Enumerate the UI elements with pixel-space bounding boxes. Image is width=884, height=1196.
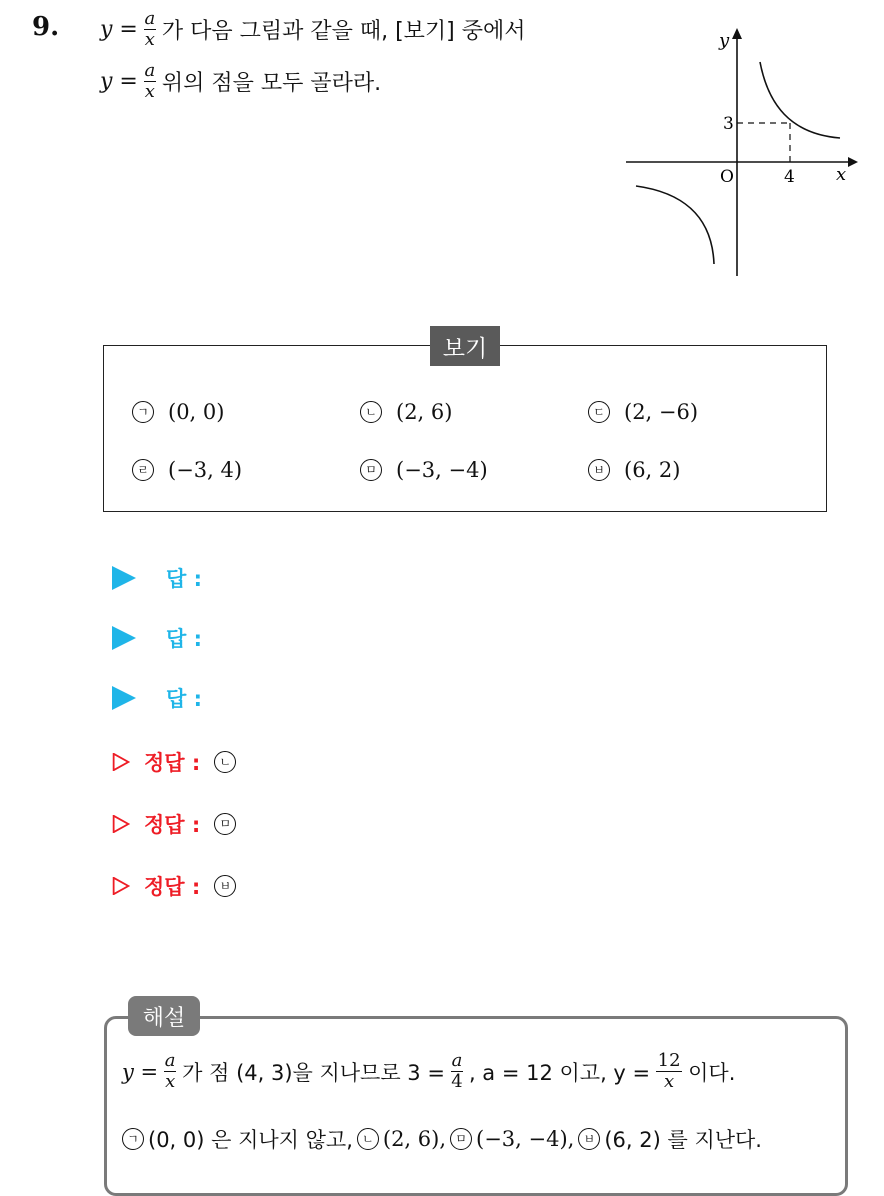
correct-answer-row — [112, 809, 236, 839]
option-point: (0, 0) — [168, 400, 225, 424]
solution-line-1 — [122, 1052, 735, 1091]
problem-text: 가 다음 그림과 같을 때, [보기] 중에서 — [161, 19, 526, 44]
bogi-option — [588, 458, 680, 482]
fraction-denominator: x — [165, 1071, 176, 1092]
fraction-denominator: 4 — [451, 1071, 463, 1092]
fraction-numerator: a — [451, 1050, 463, 1071]
option-marker: ㅁ — [450, 1128, 472, 1150]
fraction-numerator: 12 — [657, 1050, 681, 1071]
solution-text: y = — [122, 1059, 159, 1084]
option-point: (6, 2) — [624, 458, 681, 482]
solution-line-2 — [122, 1124, 762, 1154]
equation-lhs: y = — [100, 17, 138, 42]
correct-marker: ㅁ — [214, 813, 236, 835]
correct-label: 정답 : — [144, 813, 201, 837]
option-point: (−3, 4) — [168, 458, 243, 482]
bogi-option — [588, 400, 698, 424]
y-axis-arrow — [732, 28, 742, 39]
x-tick-label: 4 — [784, 167, 795, 187]
fraction — [144, 10, 156, 49]
option-marker: ㄱ — [132, 401, 154, 423]
fraction-denominator: x — [144, 29, 155, 50]
equation-lhs: y = — [100, 69, 138, 94]
fraction — [144, 62, 156, 101]
answer-label: 답 : — [166, 627, 202, 651]
problem-line-2 — [100, 62, 381, 101]
origin-label: O — [720, 167, 734, 187]
x-axis-arrow — [848, 157, 858, 167]
correct-answer-row — [112, 871, 236, 901]
bogi-box — [103, 345, 827, 512]
option-marker: ㄷ — [588, 401, 610, 423]
y-axis-label: y — [719, 30, 730, 51]
outline-triangle-icon — [112, 753, 130, 771]
option-point: (2, 6) — [396, 400, 453, 424]
option-point: (−3, −4) — [396, 458, 488, 482]
problem-line-1 — [100, 10, 526, 49]
hyperbola-graph — [620, 24, 860, 279]
option-marker: ㅂ — [588, 459, 610, 481]
correct-marker: ㄴ — [214, 751, 236, 773]
bogi-option — [360, 400, 452, 424]
correct-answer-row — [112, 747, 236, 777]
answer-row — [112, 563, 202, 593]
solution-text: (0, 0) 은 지나지 않고, — [148, 1128, 353, 1152]
fraction — [164, 1052, 176, 1091]
solution-text: 이다. — [688, 1060, 736, 1085]
correct-label: 정답 : — [144, 875, 201, 899]
correct-marker: ㅂ — [214, 875, 236, 897]
option-marker: ㅁ — [360, 459, 382, 481]
bogi-label: 보기 — [430, 326, 500, 366]
solution-text: 가 점 (4, 3)을 지나므로 3 = — [182, 1060, 445, 1085]
fraction-denominator: x — [144, 81, 155, 102]
problem-number: 9. — [32, 12, 60, 42]
solution-text: (2, 6), — [382, 1127, 447, 1151]
solution-label: 해설 — [128, 996, 200, 1036]
solution-box — [104, 1016, 848, 1196]
play-triangle-icon — [112, 686, 136, 710]
y-tick-label: 3 — [723, 114, 734, 134]
option-marker: ㄴ — [360, 401, 382, 423]
answer-row — [112, 623, 202, 653]
fraction-denominator: x — [664, 1071, 675, 1092]
answer-label: 답 : — [166, 567, 202, 591]
fraction-numerator: a — [164, 1050, 176, 1071]
option-marker: ㄱ — [122, 1128, 144, 1150]
option-marker: ㅂ — [578, 1128, 600, 1150]
outline-triangle-icon — [112, 815, 130, 833]
option-marker: ㄴ — [357, 1128, 379, 1150]
play-triangle-icon — [112, 566, 136, 590]
bogi-option — [132, 400, 224, 424]
bogi-option — [132, 458, 242, 482]
problem-text: 위의 점을 모두 골라라. — [161, 71, 382, 96]
fraction-numerator: a — [144, 8, 156, 29]
fraction — [451, 1052, 463, 1091]
option-point: (2, −6) — [624, 400, 699, 424]
solution-text: (−3, −4), — [476, 1127, 575, 1151]
solution-text: , a = 12 이고, y = — [468, 1060, 651, 1085]
hyperbola-branch-q1 — [760, 62, 840, 138]
option-marker: ㄹ — [132, 459, 154, 481]
x-axis-label: x — [836, 164, 847, 185]
play-triangle-icon — [112, 626, 136, 650]
solution-text: (6, 2) 를 지난다. — [604, 1128, 762, 1152]
correct-label: 정답 : — [144, 751, 201, 775]
answer-label: 답 : — [166, 687, 202, 711]
outline-triangle-icon — [112, 877, 130, 895]
fraction — [656, 1052, 682, 1091]
answer-row — [112, 683, 202, 713]
bogi-option — [360, 458, 488, 482]
fraction-numerator: a — [144, 60, 156, 81]
hyperbola-branch-q3 — [636, 186, 714, 264]
